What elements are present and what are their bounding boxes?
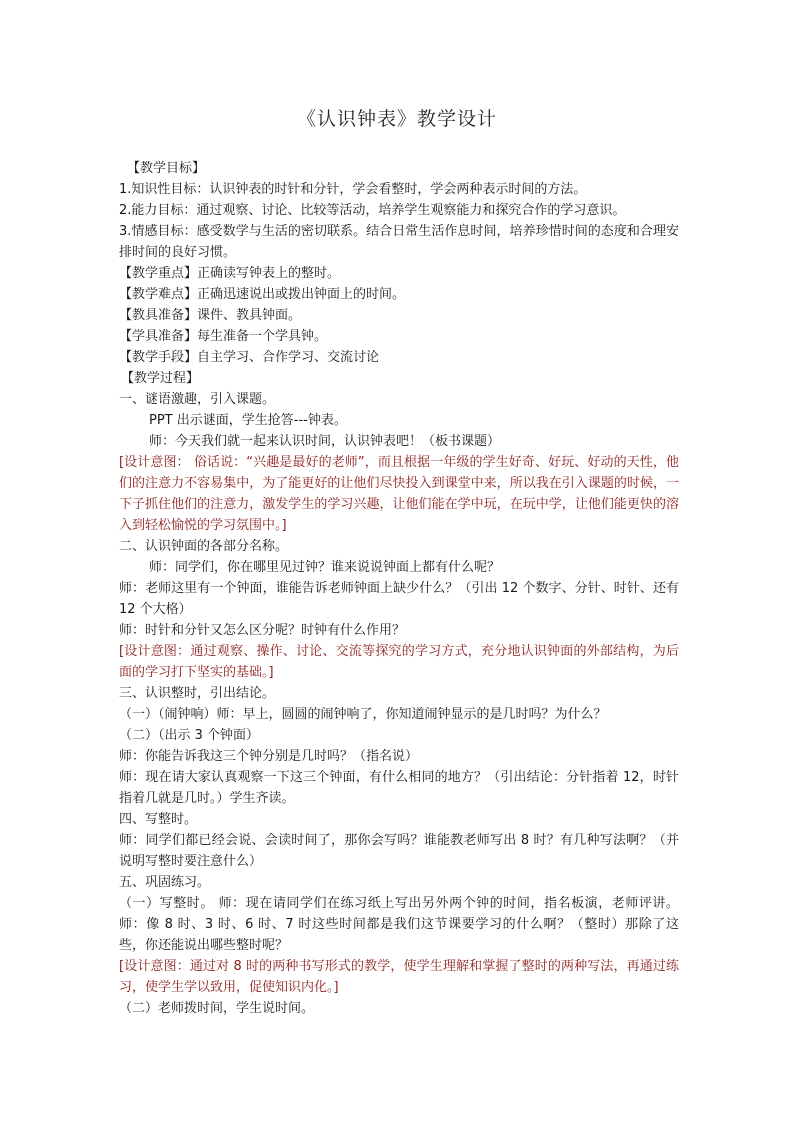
design-intent-1: [设计意图： 俗话说：“兴趣是最好的老师”，而且根据一年级的学生好奇、好玩、好动的天性，他们的注意力不容易集中，为了能更好的让他们尽快投入到课堂中来，所以我在引入课题的时候，一下子抓住他们的注意力，激发学生的学习兴趣，让他们能在学中玩，在玩中学，让他们能更快的溶入到轻松愉悦的学习氛围中。] (119, 455, 679, 533)
section-2-teacher-3: 师：时针和分针又怎么区分呢？时钟有什么作用？ (119, 623, 406, 638)
design-intent-3: [设计意图：通过对 8 时的两种书写形式的教学，使学生理解和掌握了整时的两种写法，再通过练习，使学生学以致用，促使知识内化。] (119, 959, 679, 995)
section-3-part-1: （一）（闹钟响）师：早上，圆圆的闹钟响了，你知道闹钟显示的是几时吗？为什么？ (119, 707, 607, 722)
objective-knowledge: 1.知识性目标：认识钟表的时针和分针，学会看整时，学会两种表示时间的方法。 (119, 182, 587, 197)
design-intent-2: [设计意图：通过观察、操作、讨论、交流等探究的学习方式，充分地认识钟面的外部结构，为后面的学习打下坚实的基础。] (119, 644, 679, 680)
objective-ability: 2.能力目标：通过观察、讨论、比较等活动，培养学生观察能力和探究合作的学习意识。 (119, 203, 626, 218)
section-5-part-1: （一）写整时。 师：现在请同学们在练习纸上写出另外两个钟的时间，指名板演，老师评讲。 师：像 8 时、3 时、6 时、7 时这些时间都是我们这节课要学习的什么啊？（整时）那除了这些，你还能说出哪些整时呢？ (119, 896, 679, 953)
document-body (119, 158, 679, 1019)
section-4-title: 四、写整时。 (119, 812, 198, 827)
section-2-title: 二、认识钟面的各部分名称。 (119, 539, 289, 554)
section-1-title: 一、谜语激趣，引入课题。 (119, 392, 276, 407)
section-1-teacher: 师：今天我们就一起来认识时间，认识钟表吧！（板书课题） (149, 434, 501, 449)
section-4-teacher: 师：同学们都已经会说、会读时间了，那你会写吗？谁能教老师写出 8 时？有几种写法啊？（并说明写整时要注意什么） (119, 833, 679, 869)
document-title: 《认识钟表》教学设计 (296, 108, 497, 130)
section-2-teacher-2: 师：老师这里有一个钟面，谁能告诉老师钟面上缺少什么？（引出 12 个数字、分针、时针、还有 12 个大格） (119, 581, 679, 617)
section-3-teacher-1: 师：你能告诉我这三个钟分别是几时吗？（指名说） (119, 749, 419, 764)
section-3-part-2: （二）（出示 3 个钟面） (119, 728, 260, 743)
objective-emotion: 3.情感目标：感受数学与生活的密切联系。结合日常生活作息时间，培养珍惜时间的态度和合理安排时间的良好习惯。 (119, 224, 679, 260)
difficult-point: 【教学难点】正确迅速说出或拨出钟面上的时间。 (119, 287, 406, 302)
section-5-part-2: （二）老师拨时间，学生说时间。 (119, 1001, 315, 1016)
teaching-methods: 【教学手段】自主学习、合作学习、交流讨论 (119, 350, 380, 365)
section-3-title: 三、认识整时，引出结论。 (119, 686, 276, 701)
section-5-title: 五、巩固练习。 (119, 875, 211, 890)
section-1-ppt: PPT 出示谜面，学生抢答---钟表。 (149, 413, 347, 428)
learning-aids: 【学具准备】每生准备一个学具钟。 (119, 329, 328, 344)
heading-process: 【教学过程】 (121, 371, 200, 386)
heading-objectives: 【教学目标】 (127, 161, 206, 176)
section-3-teacher-2: 师：现在请大家认真观察一下这三个钟面，有什么相同的地方？（引出结论：分针指着 12，时针指着几就是几时。）学生齐读。 (119, 770, 679, 806)
key-point: 【教学重点】正确读写钟表上的整时。 (119, 266, 341, 281)
section-2-teacher-1: 师：同学们，你在哪里见过钟？谁来说说钟面上都有什么呢？ (149, 560, 501, 575)
teaching-aids: 【教具准备】课件、教具钟面。 (119, 308, 302, 323)
